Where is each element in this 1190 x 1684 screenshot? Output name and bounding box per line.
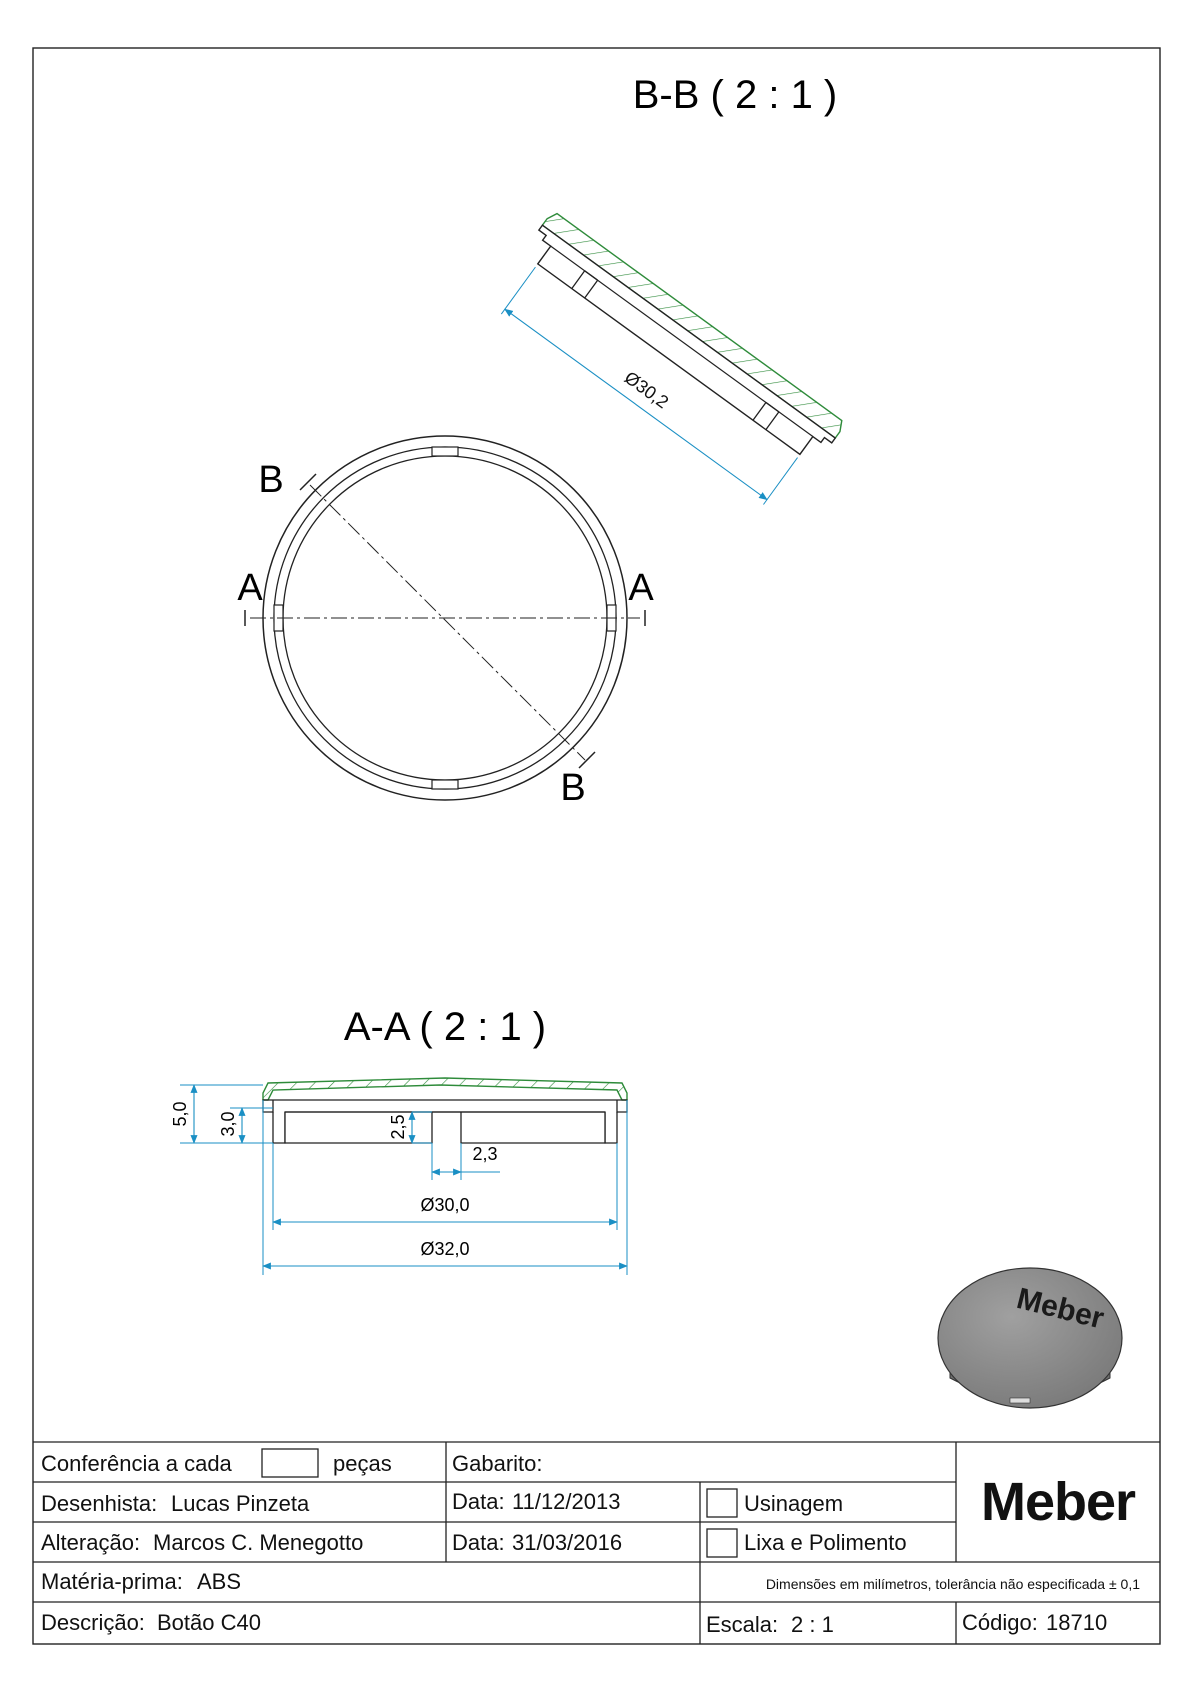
dim-slot-width: 2,3 (472, 1144, 498, 1164)
title-block-text (41, 1451, 1140, 1637)
conferencia-label: Conferência a cada (41, 1451, 232, 1476)
dim-height-total: 5,0 (170, 1101, 190, 1127)
alteracao-label: Alteração: (41, 1530, 141, 1555)
lixa-checkbox (707, 1529, 737, 1557)
tab-top (432, 447, 458, 456)
render-logo: Meber (1013, 1282, 1108, 1336)
escala-label: Escala: (706, 1612, 779, 1637)
data1-value: 11/12/2013 (512, 1489, 621, 1514)
descricao-label: Descrição: (41, 1610, 145, 1635)
section-bb-view (486, 73, 846, 516)
conferencia-unit: peças (333, 1451, 392, 1476)
section-bb-profile (486, 211, 846, 516)
dim-outer-diameter: Ø32,0 (420, 1239, 470, 1259)
materia-label: Matéria-prima: (41, 1569, 183, 1594)
codigo-value: 18710 (1046, 1610, 1108, 1635)
section-aa-body (285, 1112, 605, 1143)
escala-value: 2 : 1 (791, 1612, 834, 1637)
gabarito-label: Gabarito: (452, 1451, 543, 1476)
section-bb-diameter-label: Ø30,2 (620, 367, 673, 413)
front-view (237, 436, 654, 809)
section-aa-cap-top (263, 1078, 627, 1100)
lixa-label: Lixa e Polimento (744, 1530, 907, 1555)
render-view (938, 1268, 1122, 1408)
dim-slot-depth: 2,5 (388, 1114, 408, 1140)
meber-logo: Meber (980, 1472, 1136, 1532)
conferencia-input-box (262, 1449, 318, 1477)
data1-label: Data: (452, 1489, 505, 1514)
section-line-bb (310, 485, 585, 760)
label-a-left: A (237, 567, 263, 609)
data2-label: Data: (452, 1530, 505, 1555)
label-b-top: B (258, 459, 284, 501)
section-aa-title: A-A ( 2 : 1 ) (343, 1005, 547, 1049)
desenhista-value: Lucas Pinzeta (171, 1491, 310, 1516)
data2-value: 31/03/2016 (512, 1530, 623, 1555)
label-a-right: A (628, 567, 654, 609)
usinagem-label: Usinagem (744, 1491, 844, 1516)
section-aa-view (170, 1005, 627, 1275)
alteracao-value: Marcos C. Menegotto (153, 1530, 364, 1555)
label-b-bottom: B (560, 767, 586, 809)
desenhista-label: Desenhista: (41, 1491, 158, 1516)
section-bb-title: B-B ( 2 : 1 ) (632, 73, 838, 117)
usinagem-checkbox (707, 1489, 737, 1517)
tab-bottom (432, 780, 458, 789)
materia-value: ABS (197, 1569, 242, 1594)
dim-height-inner: 3,0 (218, 1111, 238, 1137)
descricao-value: Botão C40 (157, 1610, 261, 1635)
dim-inner-diameter: Ø30,0 (420, 1195, 470, 1215)
codigo-label: Código: (962, 1610, 1038, 1635)
tolerancia-note: Dimensões em milímetros, tolerância não especificada ± 0,1 (765, 1576, 1140, 1592)
